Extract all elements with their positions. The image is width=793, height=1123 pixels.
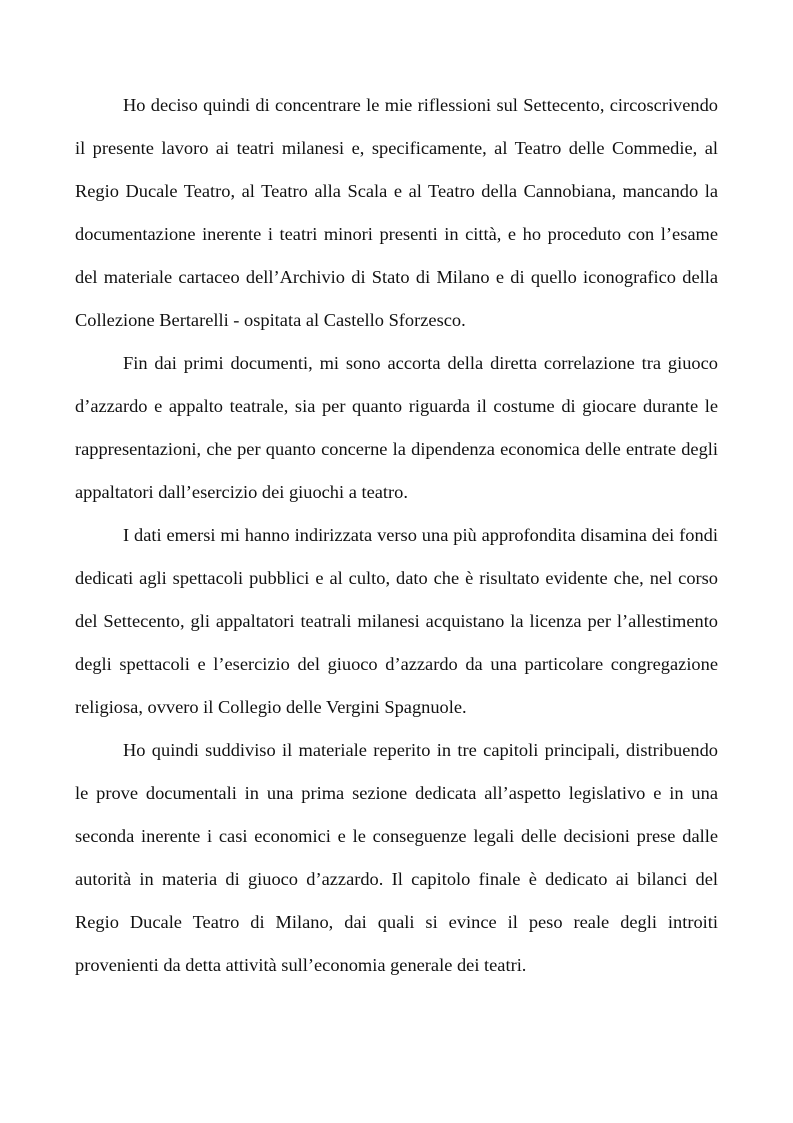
paragraph-2: Fin dai primi documenti, mi sono accorta della diretta correlazione tra giuoco d’azzardo e appalto teatrale, sia per quanto riguarda il costume di giocare durante le rappresentazioni, che per quanto concerne la dipendenza economica delle entrate degli appaltatori dall’esercizio dei giuochi a teatro. xyxy=(75,353,718,502)
paragraph-3: I dati emersi mi hanno indirizzata verso una più approfondita disamina dei fondi dedicati agli spettacoli pubblici e al culto, dato che è risultato evidente che, nel corso del Settecento, gli appaltatori teatrali milanesi acquistano la licenza per l’allestimento degli spettacoli e l’esercizio del giuoco d’azzardo da una particolare congregazione religiosa, ovvero il Collegio delle Vergini Spagnuole. xyxy=(75,525,718,717)
document-page xyxy=(75,84,718,987)
paragraph-4: Ho quindi suddiviso il materiale reperito in tre capitoli principali, distribuendo le prove documentali in una prima sezione dedicata all’aspetto legislativo e in una seconda inerente i casi economici e le conseguenze legali delle decisioni prese dalle autorità in materia di giuoco d’azzardo. Il capitolo finale è dedicato ai bilanci del Regio Ducale Teatro di Milano, dai quali si evince il peso reale degli introiti provenienti da detta attività sull’economia generale dei teatri. xyxy=(75,740,718,975)
paragraph-1: Ho deciso quindi di concentrare le mie riflessioni sul Settecento, circoscrivendo il presente lavoro ai teatri milanesi e, specificamente, al Teatro delle Commedie, al Regio Ducale Teatro, al Teatro alla Scala e al Teatro della Cannobiana, mancando la documentazione inerente i teatri minori presenti in città, e ho proceduto con l’esame del materiale cartaceo dell’Archivio di Stato di Milano e di quello iconografico della Collezione Bertarelli - ospitata al Castello Sforzesco. xyxy=(75,95,718,330)
